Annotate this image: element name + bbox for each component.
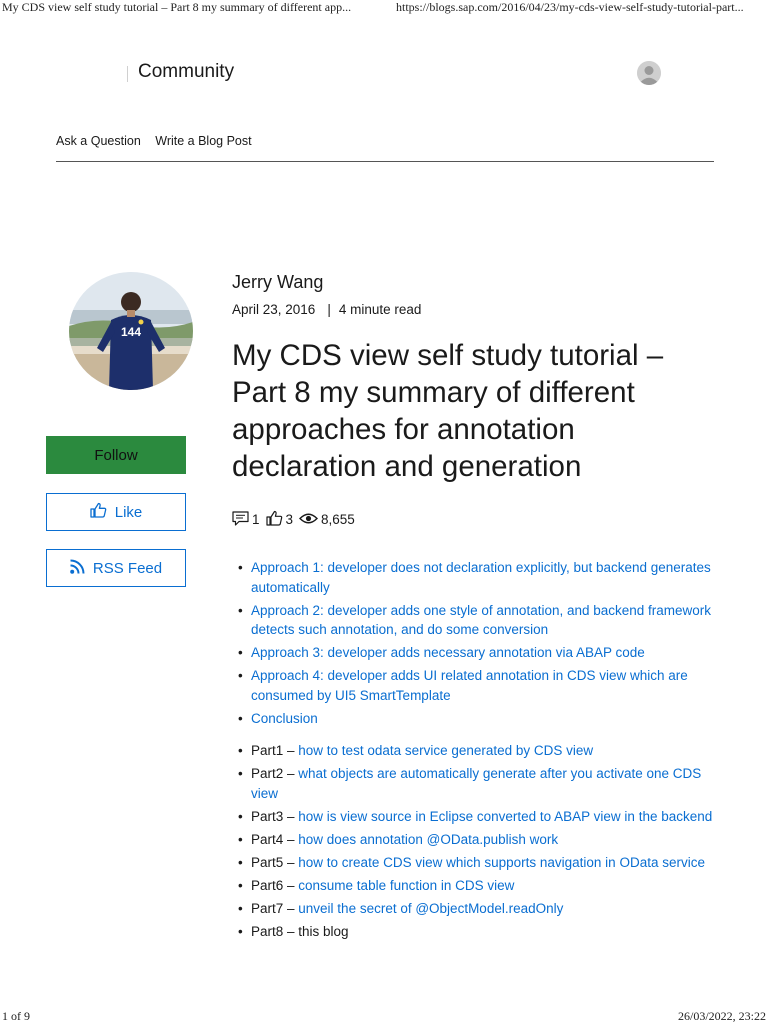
read-time: 4 minute read	[338, 302, 422, 317]
write-blog-post-link[interactable]: Write a Blog Post	[155, 134, 252, 148]
list-item	[235, 558, 725, 597]
part-label: Part6 –	[251, 877, 299, 893]
follow-label: Follow	[94, 446, 138, 464]
eye-icon	[299, 512, 321, 528]
print-header-title: My CDS view self study tutorial – Part 8 my summary of different app...	[2, 0, 352, 14]
comment-icon	[232, 511, 252, 529]
follow-button[interactable]	[46, 436, 186, 474]
part-label: Part1 –	[251, 743, 299, 758]
toc-link[interactable]: Approach 1: developer does not declaration explicitly, but backend generates automatically	[251, 560, 711, 595]
list-item	[235, 643, 725, 663]
shirt-number: 144	[120, 325, 142, 339]
list-item	[235, 876, 725, 896]
author-name-link[interactable]: Jerry Wang	[232, 272, 324, 292]
post-date: April 23, 2016	[232, 302, 316, 317]
part-label: Part5 –	[251, 854, 299, 870]
part-link[interactable]: what objects are automatically generate after you activate one CDS view	[251, 766, 702, 801]
like-button[interactable]	[46, 493, 186, 531]
meta-separator: |	[327, 302, 331, 317]
series-parts-list	[235, 741, 725, 945]
list-item	[235, 764, 725, 803]
part-label: Part2 –	[251, 766, 299, 781]
list-item	[235, 830, 725, 850]
user-avatar-icon[interactable]	[637, 61, 661, 85]
comments-stat[interactable]	[232, 511, 260, 529]
list-item	[235, 741, 725, 761]
list-item	[235, 807, 725, 827]
print-header-url: https://blogs.sap.com/2016/04/23/my-cds-view-self-study-tutorial-part...	[396, 0, 744, 14]
print-header	[0, 0, 768, 20]
likes-stat[interactable]	[266, 510, 294, 529]
toc-link[interactable]: Approach 3: developer adds necessary annotation via ABAP code	[251, 645, 645, 660]
brand-divider	[127, 66, 128, 82]
part-label: Part3 –	[251, 808, 299, 824]
part-link[interactable]: how to create CDS view which supports navigation in OData service	[298, 854, 705, 870]
rss-feed-label: RSS Feed	[92, 559, 163, 577]
views-stat	[299, 512, 355, 528]
list-item	[235, 709, 725, 729]
toc-list	[235, 558, 725, 732]
author-photo[interactable]	[69, 272, 193, 390]
rss-icon	[70, 559, 93, 578]
part-link[interactable]: how does annotation @OData.publish work	[298, 831, 559, 847]
views-count: 8,655	[321, 512, 355, 527]
list-item	[235, 899, 725, 919]
ask-question-link[interactable]: Ask a Question	[56, 134, 141, 148]
like-label: Like	[114, 503, 143, 521]
part-label: Part4 –	[251, 831, 299, 847]
post-stats	[232, 510, 361, 529]
part-link[interactable]: how is view source in Eclipse converted to ABAP view in the backend	[298, 808, 713, 824]
thumbs-up-icon	[90, 502, 115, 522]
top-nav	[56, 134, 263, 148]
page-number: 1 of 9	[2, 1009, 30, 1023]
community-link[interactable]: Community	[138, 61, 235, 82]
post-title: My CDS view self study tutorial – Part 8 my summary of different approaches for annotation declaration and generation	[232, 339, 664, 483]
rss-feed-button[interactable]	[46, 549, 186, 587]
toc-link[interactable]: Conclusion	[251, 710, 318, 726]
part-link[interactable]: unveil the secret of @ObjectModel.readOnly	[298, 900, 564, 916]
print-datetime: 26/03/2022, 23:22	[677, 1009, 766, 1023]
part-label: Part7 –	[251, 900, 299, 916]
toc-link[interactable]: Approach 4: developer adds UI related annotation in CDS view which are consumed by UI5 SmartTemplate	[251, 668, 688, 703]
nav-divider	[56, 161, 714, 162]
comments-count: 1	[252, 512, 260, 527]
list-item	[235, 666, 725, 705]
part-label: Part8 – this blog	[251, 923, 349, 939]
part-link[interactable]: how to test odata service generated by CDS view	[298, 743, 594, 758]
toc-link[interactable]: Approach 2: developer adds one style of annotation, and backend framework detects such annotation, and do some conversion	[251, 602, 712, 637]
list-item	[235, 853, 725, 873]
likes-count: 3	[285, 512, 294, 527]
post-meta	[232, 302, 421, 317]
thumbs-up-icon	[266, 510, 286, 529]
list-item	[235, 601, 725, 640]
list-item	[235, 922, 725, 942]
part-link[interactable]: consume table function in CDS view	[298, 877, 515, 893]
